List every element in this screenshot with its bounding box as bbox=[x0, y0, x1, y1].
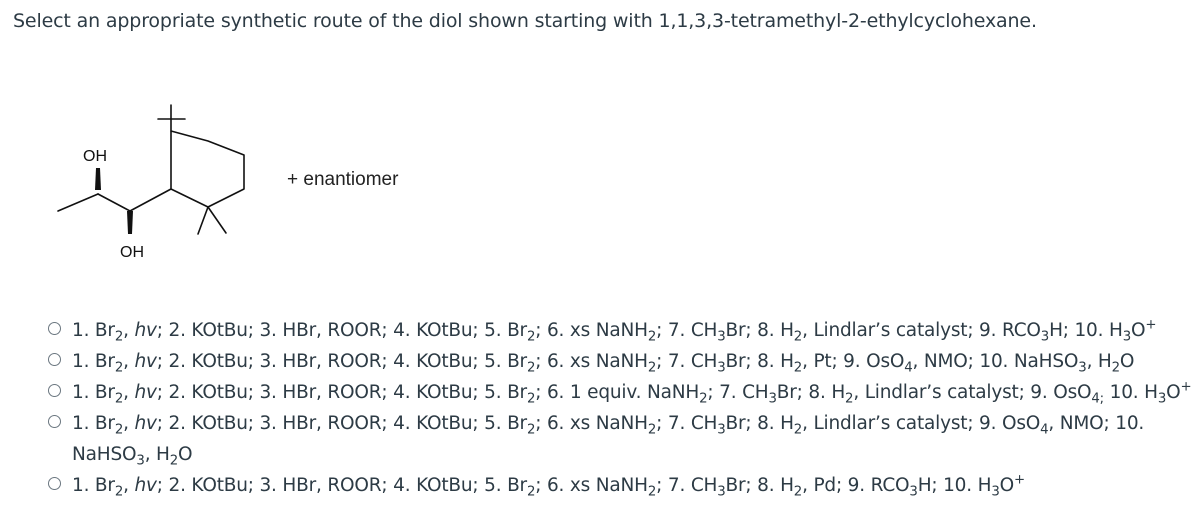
text-segment: , H bbox=[1086, 351, 1112, 372]
text-segment: 3 bbox=[1040, 329, 1050, 345]
text-segment: Br; 8. H bbox=[725, 320, 794, 341]
text-segment: ; 7. CH bbox=[707, 382, 769, 403]
text-segment: Br; 8. H bbox=[725, 351, 794, 372]
text-segment: hv bbox=[134, 320, 157, 341]
text-segment: 2 bbox=[1111, 360, 1120, 376]
answer-option-2[interactable] bbox=[48, 346, 1198, 377]
text-segment: , Lindlar’s catalyst; 9. OsO bbox=[802, 413, 1041, 434]
wedge-bond-bottom bbox=[127, 211, 133, 234]
text-segment: ; 6. xs NaNH bbox=[535, 320, 648, 341]
answer-option-5[interactable] bbox=[48, 470, 1198, 501]
text-segment: 2 bbox=[169, 453, 179, 469]
text-segment: H; 10. H bbox=[917, 475, 992, 496]
text-segment: 2 bbox=[114, 391, 124, 407]
answer-option-4[interactable] bbox=[48, 408, 1198, 470]
text-segment: 4 bbox=[1040, 422, 1049, 438]
text-segment: ; 2. KOtBu; 3. HBr, ROOR; 4. KOtBu; 5. Br bbox=[156, 351, 527, 372]
text-segment: 3 bbox=[909, 484, 918, 500]
answer-option-3[interactable] bbox=[48, 377, 1198, 408]
text-segment: , Lindlar’s catalyst; 9. RCO bbox=[802, 320, 1041, 341]
question-text: Select an appropriate synthetic route of the diol shown starting with 1,1,3,3-tetramethyl-2-ethylcyclohexane. bbox=[13, 10, 1037, 32]
text-segment: , bbox=[123, 382, 135, 403]
text-segment: 2 bbox=[114, 360, 124, 376]
text-segment: ; 6. xs NaNH bbox=[535, 351, 648, 372]
answer-option-text bbox=[72, 408, 1162, 470]
text-segment: ; 7. CH bbox=[656, 320, 718, 341]
text-segment: ; 2. KOtBu; 3. HBr, ROOR; 4. KOtBu; 5. Br bbox=[156, 320, 527, 341]
answer-option-text bbox=[72, 346, 1134, 377]
text-segment: O bbox=[1130, 320, 1146, 341]
answer-option-1[interactable] bbox=[48, 315, 1198, 346]
text-segment: , H bbox=[144, 444, 170, 465]
text-segment: 1. Br bbox=[72, 382, 115, 403]
oh-top-label: OH bbox=[83, 148, 107, 165]
text-segment: 2 bbox=[647, 360, 657, 376]
text-segment: 3 bbox=[1157, 391, 1167, 407]
text-segment: 1. Br bbox=[72, 351, 115, 372]
text-segment: Br; 8. H bbox=[725, 413, 794, 434]
text-segment: 3 bbox=[768, 391, 777, 407]
text-segment: 1. Br bbox=[72, 320, 115, 341]
methyl-bond bbox=[198, 207, 208, 234]
text-segment: 2 bbox=[647, 422, 657, 438]
radio-button[interactable] bbox=[48, 384, 61, 397]
text-segment: ; 7. CH bbox=[656, 413, 718, 434]
radio-button[interactable] bbox=[48, 353, 61, 366]
text-segment: , bbox=[123, 475, 135, 496]
text-segment: O bbox=[999, 475, 1014, 496]
text-segment: 3 bbox=[1122, 329, 1131, 345]
side-chain-bond bbox=[130, 189, 171, 211]
text-segment: O bbox=[178, 444, 193, 465]
text-segment: 3 bbox=[136, 453, 145, 469]
text-segment: , Lindlar’s catalyst; 9. OsO bbox=[853, 382, 1092, 403]
cyclohexane-ring bbox=[171, 131, 244, 207]
text-segment: ; 6. xs NaNH bbox=[535, 475, 648, 496]
text-segment: O bbox=[1119, 351, 1135, 372]
text-segment: hv bbox=[134, 382, 157, 403]
text-segment: 2 bbox=[845, 391, 854, 407]
text-segment: , Pt; 9. OsO bbox=[802, 351, 905, 372]
radio-button[interactable] bbox=[48, 477, 61, 490]
text-segment: ; 2. KOtBu; 3. HBr, ROOR; 4. KOtBu; 5. Br bbox=[156, 382, 527, 403]
text-segment: hv bbox=[134, 351, 157, 372]
text-segment: 2 bbox=[526, 391, 536, 407]
text-segment: hv bbox=[134, 413, 157, 434]
text-segment: , bbox=[123, 351, 135, 372]
enantiomer-label: + enantiomer bbox=[287, 169, 399, 190]
text-segment: O bbox=[1166, 382, 1181, 403]
text-segment: + bbox=[1013, 472, 1025, 488]
text-segment: 2 bbox=[793, 422, 803, 438]
answer-option-text bbox=[72, 315, 1156, 346]
text-segment: 2 bbox=[793, 360, 803, 376]
text-segment: 4 bbox=[904, 360, 913, 376]
text-segment: 1. Br bbox=[72, 413, 115, 434]
text-segment: hv bbox=[134, 475, 157, 496]
text-segment: 3 bbox=[717, 484, 726, 500]
text-segment: 2 bbox=[526, 484, 536, 500]
text-segment: H; 10. H bbox=[1049, 320, 1123, 341]
text-segment: , NMO; 10. NaHSO bbox=[912, 351, 1079, 372]
text-segment: + bbox=[1145, 317, 1157, 333]
text-segment: ; 2. KOtBu; 3. HBr, ROOR; 4. KOtBu; 5. Br bbox=[156, 413, 527, 434]
text-segment: 3 bbox=[1078, 360, 1087, 376]
text-segment: 10. H bbox=[1103, 382, 1158, 403]
text-segment: 3 bbox=[717, 422, 726, 438]
answer-option-text bbox=[72, 377, 1191, 408]
diol-structure-drawing bbox=[48, 98, 278, 268]
answer-option-text bbox=[72, 470, 1025, 501]
text-segment: + bbox=[1180, 379, 1192, 395]
text-segment: 2 bbox=[526, 360, 536, 376]
text-segment: 3 bbox=[717, 329, 726, 345]
text-segment: , Pd; 9. RCO bbox=[802, 475, 910, 496]
answer-options bbox=[48, 315, 1198, 501]
radio-button[interactable] bbox=[48, 415, 61, 428]
methyl-bond bbox=[208, 207, 226, 233]
text-segment: Br; 8. H bbox=[776, 382, 846, 403]
text-segment: 2 bbox=[526, 422, 536, 438]
text-segment: 2 bbox=[647, 329, 657, 345]
text-segment: 2 bbox=[793, 484, 803, 500]
text-segment: 2 bbox=[526, 329, 536, 345]
text-segment: 2 bbox=[793, 329, 803, 345]
side-chain-bond bbox=[58, 194, 98, 211]
text-segment: 3 bbox=[717, 360, 726, 376]
text-segment: ; 2. KOtBu; 3. HBr, ROOR; 4. KOtBu; 5. Br bbox=[156, 475, 527, 496]
text-segment: ; 7. CH bbox=[656, 351, 718, 372]
text-segment: 1. Br bbox=[72, 475, 115, 496]
side-chain-bond bbox=[98, 194, 130, 211]
wedge-bond-top bbox=[95, 168, 101, 190]
text-segment: 2 bbox=[114, 484, 124, 500]
text-segment: ; 7. CH bbox=[656, 475, 718, 496]
text-segment: 3 bbox=[991, 484, 1000, 500]
text-segment: , bbox=[123, 413, 135, 434]
text-segment: 2 bbox=[114, 329, 124, 345]
text-segment: ; 6. xs NaNH bbox=[535, 413, 648, 434]
text-segment: Br; 8. H bbox=[725, 475, 794, 496]
text-segment: 2 bbox=[114, 422, 124, 438]
text-segment: 4; bbox=[1091, 391, 1104, 407]
text-segment: , bbox=[123, 320, 135, 341]
text-segment: ; 6. 1 equiv. NaNH bbox=[535, 382, 700, 403]
text-segment: 2 bbox=[647, 484, 657, 500]
oh-bottom-label: OH bbox=[120, 244, 144, 261]
text-segment: 2 bbox=[699, 391, 708, 407]
radio-button[interactable] bbox=[48, 322, 61, 335]
text-segment: , NMO; 10. NaHSO bbox=[72, 413, 1145, 465]
